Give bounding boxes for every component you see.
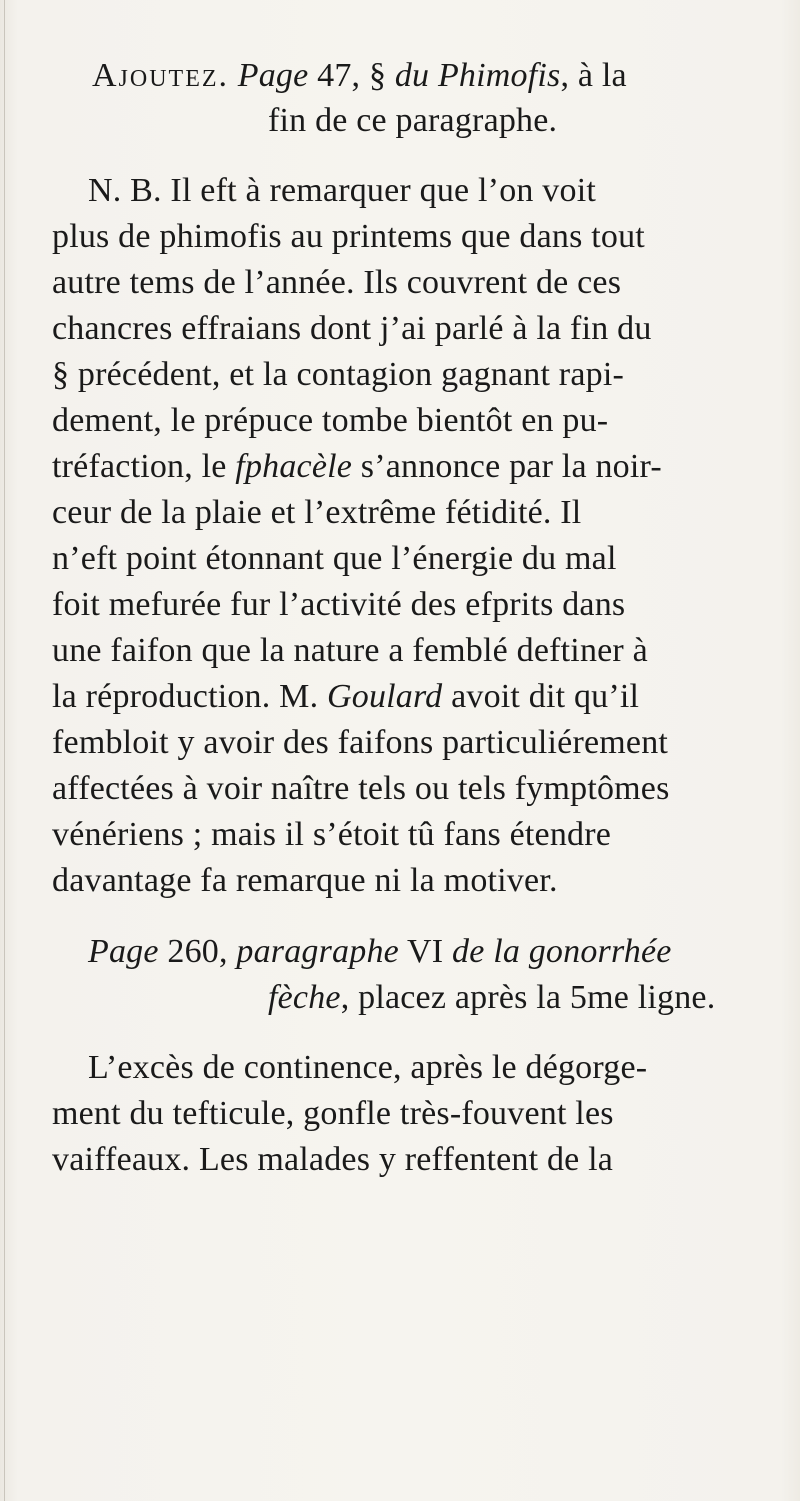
text-line	[52, 447, 662, 487]
text-line: vaiffeaux. Les malades y reffentent de la	[52, 1141, 614, 1178]
text-fragment: tréfaction, le	[52, 448, 236, 485]
italic-gonorrhee: de la gonorrhée	[452, 933, 672, 970]
text-line: vénériens ; mais il s’étoit tû fans étendre	[52, 816, 612, 853]
page-number: 47,	[317, 57, 361, 94]
text-fragment: 260,	[158, 933, 237, 970]
text-line: N. B. Il eft à remarquer que l’on voit	[88, 172, 596, 209]
text-fragment: s’annonce par la noir-	[360, 448, 662, 485]
text-line: davantage fa remarque ni la motiver.	[52, 862, 558, 899]
text-fragment: la réproduction. M.	[52, 678, 327, 715]
italic-page: Page	[88, 933, 159, 970]
text-fragment: avoit dit qu’il	[451, 678, 640, 715]
italic-paragraphe: paragraphe	[236, 933, 399, 970]
section-symbol: §	[368, 57, 387, 94]
ajoutez-word: Ajoutez.	[92, 57, 230, 94]
header-line-2: fin de ce paragraphe.	[268, 102, 558, 139]
text-line: affectées à voir naître tels ou tels fymptômes	[52, 770, 670, 807]
text-line: L’excès de continence, après le dégorge-	[88, 1049, 648, 1086]
text-line: dement, le prépuce tombe bientôt en pu-	[52, 402, 609, 439]
italic-name: Goulard	[327, 678, 443, 715]
text-line	[88, 932, 672, 972]
text-line	[52, 677, 639, 717]
section-title: du Phimofis	[394, 57, 561, 94]
text-line: autre tems de l’année. Ils couvrent de ces	[52, 264, 622, 301]
text-line: § précédent, et la contagion gagnant rapi-	[52, 356, 624, 393]
italic-seche: fèche	[268, 979, 341, 1016]
text-line: ceur de la plaie et l’extrême fétidité. Il	[52, 494, 582, 531]
text-line: fembloit y avoir des faifons particuliérement	[52, 724, 669, 761]
text-line: une faifon que la nature a femblé deftiner à	[52, 632, 648, 669]
text-fragment: VI	[398, 933, 452, 970]
text-line: n’eft point étonnant que l’énergie du mal	[52, 540, 617, 577]
text-fragment: , placez après la 5me ligne.	[340, 979, 716, 1016]
text-line: foit mefurée fur l’activité des efprits dans	[52, 586, 626, 623]
text-line: chancres effraians dont j’ai parlé à la fin du	[52, 310, 652, 347]
text-line: plus de phimofis au printems que dans tout	[52, 218, 645, 255]
page-edge	[4, 0, 5, 1501]
italic-term: fphacèle	[235, 448, 353, 485]
page-ref: Page	[237, 57, 309, 94]
header-tail: , à la	[560, 57, 627, 94]
header-line	[92, 56, 627, 96]
text-line	[268, 978, 715, 1018]
text-line: ment du tefticule, gonfle très-fouvent les	[52, 1095, 614, 1132]
